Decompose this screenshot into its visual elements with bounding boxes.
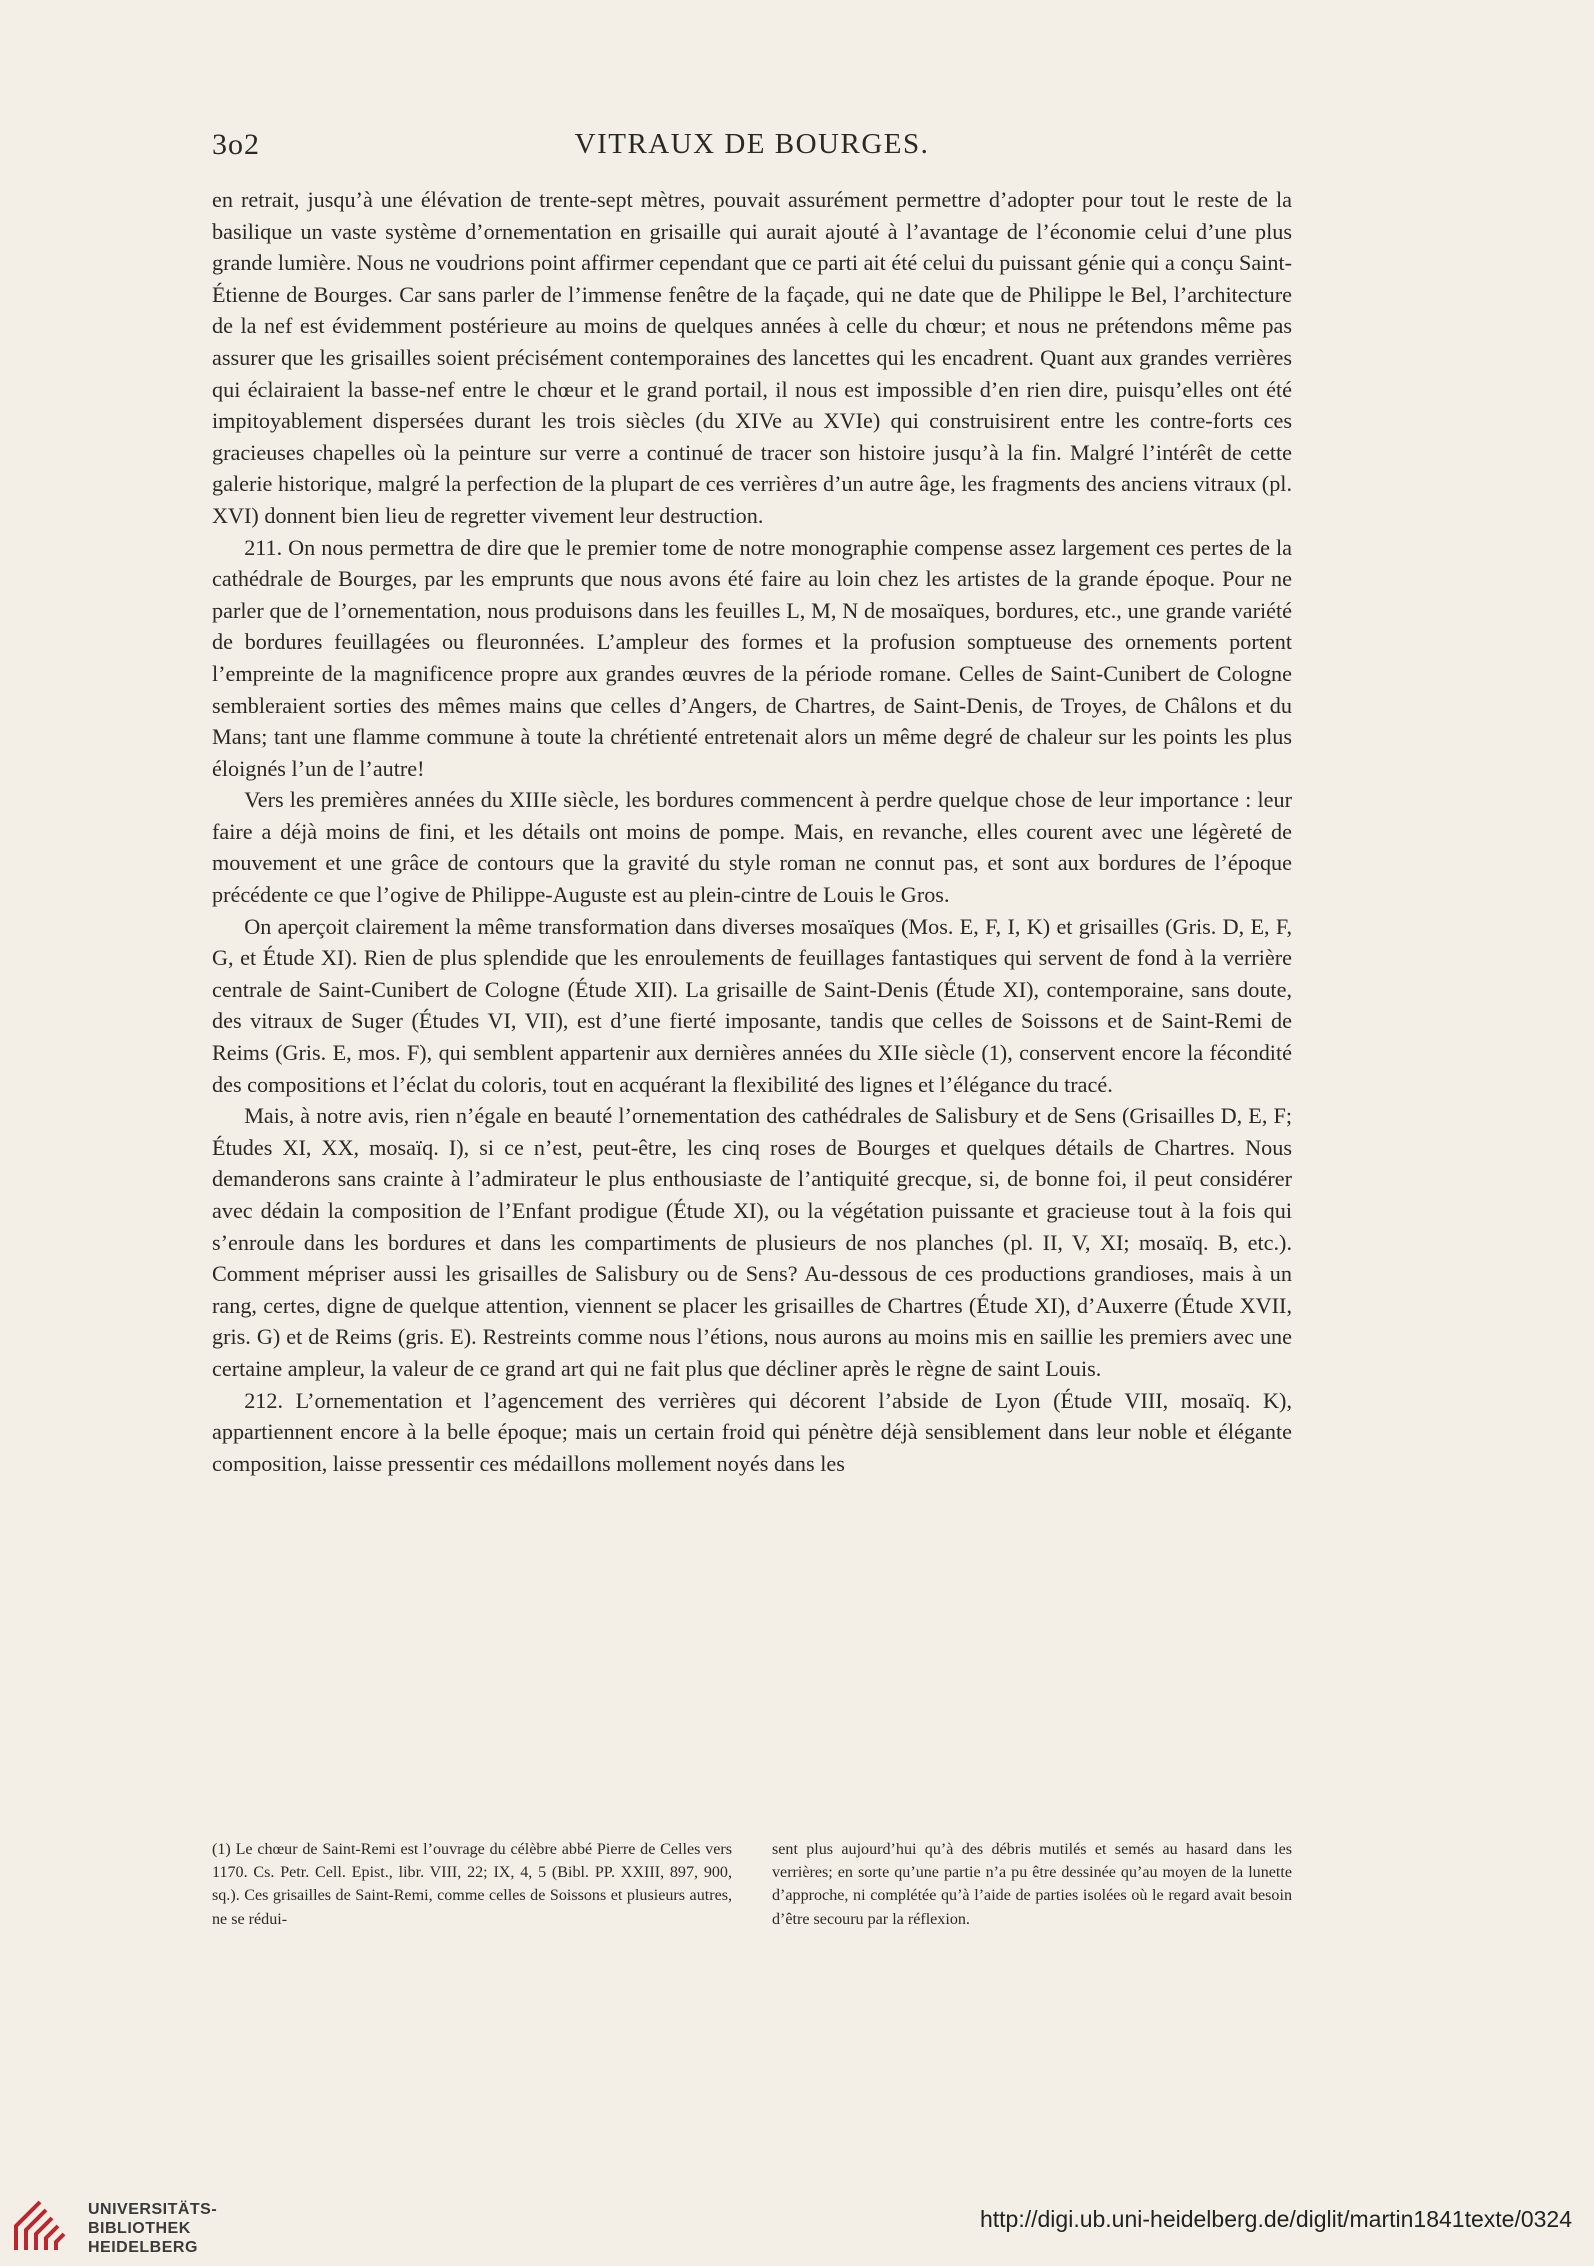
heidelberg-library-logo-icon [12, 2196, 70, 2254]
paragraph: en retrait, jusqu’à une élévation de trente-sept mètres, pouvait assurément permettre d’adopter pour tout le reste de la basilique un vaste système d’ornementation en grisaille qui aurait ajouté à l’avantage de l’économie celui d’une plus grande lumière. Nous ne voudrions point affirmer cependant que ce parti ait été celui du puissant génie qui a conçu Saint-Étienne de Bourges. Car sans parler de l’immense fenêtre de la façade, qui ne date que de Philippe le Bel, l’architecture de la nef est évidemment postérieure au moins de quelques années à celle du chœur; et nous ne prétendons même pas assurer que les grisailles soient précisément contemporaines des lancettes qui les encadrent. Quant aux grandes verrières qui éclairaient la basse-nef entre le chœur et le grand portail, il nous est impossible d’en rien dire, puisqu’elles ont été impitoyablement dispersées durant les trois siècles (du XIVe au XVIe) qui construisirent entre les contre-forts ces gracieuses chapelles où la peinture sur verre a continué de tracer son histoire jusqu’à la fin. Malgré l’intérêt de cette galerie historique, malgré la perfection de la plupart de ces verrières d’un autre âge, les fragments des anciens vitraux (pl. XVI) donnent bien lieu de regretter vivement leur destruction. [212, 187, 1292, 528]
footnote-column-left [212, 1838, 732, 1931]
page-header [212, 128, 1292, 172]
body-text [212, 184, 1292, 1479]
paragraph: On aperçoit clairement la même transformation dans diverses mosaïques (Mos. E, F, I, K) et grisailles (Gris. D, E, F, G, et Étude XI). Rien de plus splendide que les enroulements de feuillages fantastiques qui servent de fond à la verrière centrale de Saint-Cunibert de Cologne (Étude XII). La grisaille de Saint-Denis (Étude XI), contemporaine, sans doute, des vitraux de Suger (Études VI, VII), est d’une fierté imposante, tandis que celles de Soissons et de Saint-Remi de Reims (Gris. E, mos. F), qui semblent appartenir aux dernières années du XIIe siècle (1), conservent encore la fécondité des compositions et l’éclat du coloris, tout en acquérant la flexibilité des lignes et l’élégance du tracé. [212, 913, 1292, 1097]
paragraph: 211. On nous permettra de dire que le premier tome de notre monographie compense assez largement ces pertes de la cathédrale de Bourges, par les emprunts que nous avons été faire au loin chez les artistes de la grande époque. Pour ne parler que de l’ornementation, nous produisons dans les feuilles L, M, N de mosaïques, bordures, etc., une grande variété de bordures feuillagées ou fleuronnées. L’ampleur des formes et la profusion somptueuse des ornements portent l’empreinte de la magnificence propre aux grandes œuvres de la période romane. Celles de Saint-Cunibert de Cologne sembleraient sorties des mêmes mains que celles d’Angers, de Chartres, de Saint-Denis, de Troyes, de Châlons et du Mans; tant une flamme commune à toute la chrétienté entretenait alors un même degré de chaleur sur les points les plus éloignés l’un de l’autre! [212, 534, 1292, 781]
running-title: VITRAUX DE BOURGES. [574, 128, 930, 160]
footnote-text: (1) Le chœur de Saint-Remi est l’ouvrage du célèbre abbé Pierre de Celles vers 1170. Cs. Petr. Cell. Epist., libr. VIII, 22; IX, 4, 5 (Bibl. PP. XXIII, 897, 900, sq.). Ces grisailles de Saint-Remi, comme celles de Soissons et plusieurs autres, ne se rédui- [212, 1841, 732, 1928]
footnote-text: sent plus aujourd’hui qu’à des débris mutilés et semés au hasard dans les verrières; en sorte qu’une partie n’a pu être dessinée qu’au moyen de la lunette d’approche, ni complétée qu’à l’aide de parties isolées où le regard avait besoin d’être secouru par la réflexion. [772, 1841, 1292, 1928]
library-name [88, 2200, 217, 2257]
source-url-link[interactable]: http://digi.ub.uni-heidelberg.de/diglit/martin1841texte/0324 [979, 2206, 1572, 2232]
footnote-column-right [772, 1838, 1292, 1931]
library-name-line: BIBLIOTHEK [88, 2220, 191, 2237]
paragraph: Mais, à notre avis, rien n’égale en beauté l’ornementation des cathédrales de Salisbury et de Sens (Grisailles D, E, F; Études XI, XX, mosaïq. I), si ce n’est, peut-être, les cinq roses de Bourges et quelques détails de Chartres. Nous demanderons sans crainte à l’admirateur le plus enthousiaste de l’antiquité grecque, si, de bonne foi, il peut considérer avec dédain la composition de l’Enfant prodigue (Étude XI), ou la végétation puissante et gracieuse tout à la fois qui s’enroule dans les bordures et dans les compartiments de plusieurs de nos planches (pl. II, V, XI; mosaïq. B, etc.). Comment mépriser aussi les grisailles de Salisbury ou de Sens? Au-dessous de ces productions grandioses, mais à un rang, certes, digne de quelque attention, viennent se placer les grisailles de Chartres (Étude XI), d’Auxerre (Étude XVII, gris. G) et de Reims (gris. E). Restreints comme nous l’étions, nous aurons au moins mis en saillie les premiers avec une certaine ampleur, la valeur de ce grand art qui ne fait plus que décliner après le règne de saint Louis. [212, 1103, 1292, 1381]
paragraph: Vers les premières années du XIIIe siècle, les bordures commencent à perdre quelque chose de leur importance : leur faire a déjà moins de fini, et les détails ont moins de pompe. Mais, en revanche, elles courent avec une légèreté de mouvement et une grâce de contours que la gravité du style roman ne connut pas, et sont aux bordures de l’époque précédente ce que l’ogive de Philippe-Auguste est au plein-cintre de Louis le Gros. [212, 787, 1292, 908]
library-name-line: HEIDELBERG [88, 2239, 198, 2256]
page-number: 3o2 [212, 128, 260, 161]
library-name-line: UNIVERSITÄTS- [88, 2201, 218, 2218]
footnotes [212, 1838, 1292, 1931]
footer-bar [0, 2176, 1594, 2266]
paragraph: 212. L’ornementation et l’agencement des verrières qui décorent l’abside de Lyon (Étude VIII, mosaïq. K), appartiennent encore à la belle époque; mais un certain froid qui pénètre déjà sensiblement dans leur noble et élégante composition, laisse pressentir ces médaillons mollement noyés dans les [212, 1387, 1292, 1476]
